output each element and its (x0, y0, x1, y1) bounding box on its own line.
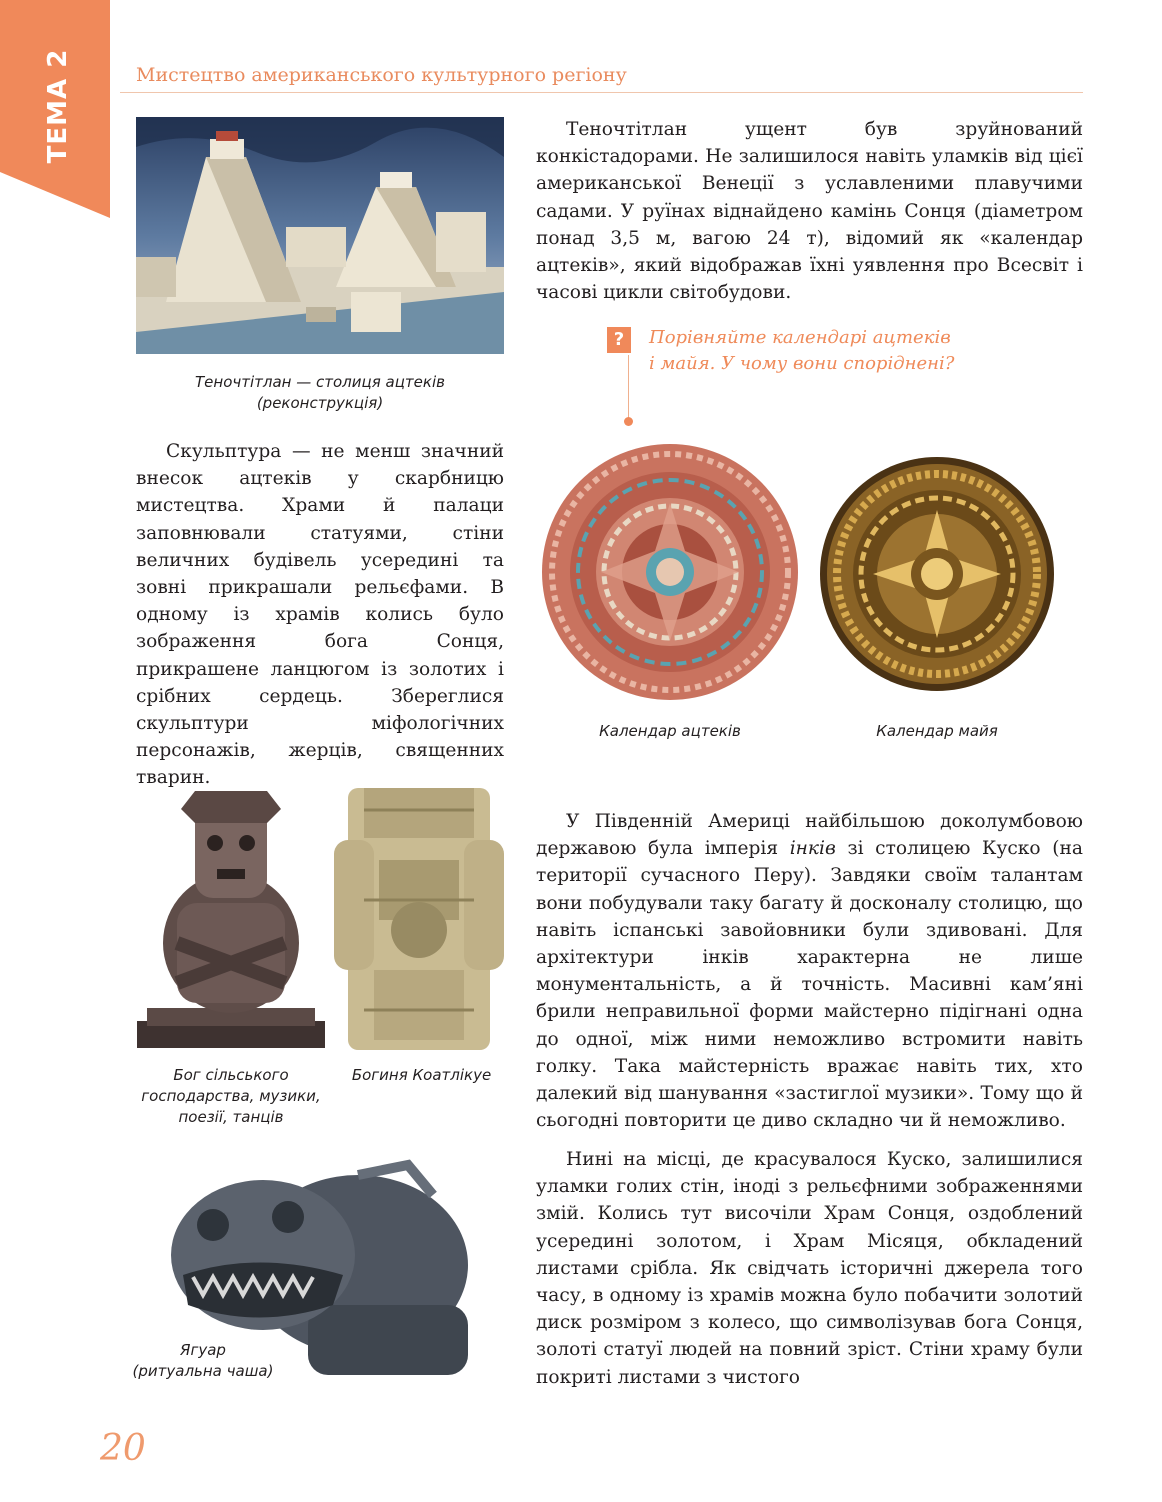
caption-line: (реконструкція) (256, 394, 384, 412)
god-statue-caption (137, 1065, 325, 1128)
question-line2: і майя. У чому вони споріднені? (649, 353, 955, 374)
question-line1: Порівняйте календарі ацтеків (649, 327, 951, 348)
maya-calendar-image (818, 455, 1056, 693)
paragraph-inca-rest: зі столицею Куско (на території сучасного Перу). Завдяки своїм талантам вони побудували таку багату й досконалу столицю, що навіть іспанські завойовники були здивовані. Для архітектури інків характерна не лише монументальність, а й точність. Масивні кам’яні брили неправильної форми майстерно підігнані одна до одної, між ними неможливо встромити навіть голку. Така майстерність вражає навіть тих, хто далекий від шанування «застиглої музики». Тому що й сьогодні повторити це диво складно чи й неможливо. (536, 838, 1083, 1132)
jaguar-caption (118, 1340, 288, 1382)
paragraph-inca (536, 808, 1083, 1134)
caption-line: Ягуар (180, 1341, 226, 1359)
god-statue-image (137, 783, 325, 1048)
tenochtitlan-caption (136, 372, 504, 414)
caption-line: господарства, музики, (141, 1087, 321, 1105)
caption-line: Бог сільського (173, 1066, 289, 1084)
question-text (649, 325, 979, 377)
coatlicue-caption: Богиня Коатлікуе (351, 1066, 492, 1084)
caption-line: (ритуальна чаша) (132, 1362, 274, 1380)
paragraph-inca-term: інків (789, 838, 836, 860)
maya-calendar-caption: Календар майя (876, 722, 998, 740)
paragraph-sculpture: Скульптура — не менш значний внесок ацтеків у скарбницю мистецтва. Храми й палаци заповнювали статуями, стіни величних будівель усередині та зовні прикрашали рельєфами. В одному із храмів колись було зображення бога Сонця, прикрашене ланцюгом із золотих і срібних сердець. Збереглися скульптури міфологічних персонажів, жерців, священних тварин. (136, 441, 504, 789)
aztec-calendar-image (539, 441, 801, 703)
tenochtitlan-image (136, 117, 504, 354)
question-line (628, 355, 629, 421)
question-dot (624, 417, 633, 426)
side-tab-label: ТЕМА 2 (43, 48, 73, 164)
caption-line: Теночтітлан — столиця ацтеків (195, 373, 445, 391)
coatlicue-image (334, 780, 504, 1050)
question-icon: ? (607, 327, 631, 353)
paragraph-inca-start: У Південній Америці найбільшою доколумбовою державою була імперія (536, 811, 1083, 860)
aztec-calendar-caption: Календар ацтеків (599, 722, 741, 740)
side-tab (0, 0, 110, 220)
caption-line: поезії, танців (178, 1108, 284, 1126)
header-title: Мистецтво американського культурного регіону (136, 64, 627, 86)
paragraph-cusco: Нині на місці, де красувалося Куско, залишилися уламки голих стін, іноді з рельєфними зображеннями змій. Колись тут височіли Храм Сонця, оздоблений усередині золотом, і Храм Місяця, обкладений листами срібла. Як свідчать історичні джерела того часу, в одному із храмів можна було побачити золотий диск розміром з колесо, що символізував бога Сонця, золоті статуї людей на повний зріст. Стіни храму були покриті листами з чистого (536, 1149, 1083, 1388)
page-number: 20 (100, 1428, 146, 1469)
header-rule (120, 92, 1083, 93)
paragraph-tenochtitlan: Теночтітлан ущент був зруйнований конкістадорами. Не залишилося навіть уламків від цієї американської Венеції з уславленими плавучими садами. У руїнах віднайдено камінь Сонця (діаметром понад 3,5 м, вагою 24 т), відомий як «календар ацтеків», який відображав їхні уявлення про Всесвіт і часові цикли світобудови. (536, 119, 1083, 304)
